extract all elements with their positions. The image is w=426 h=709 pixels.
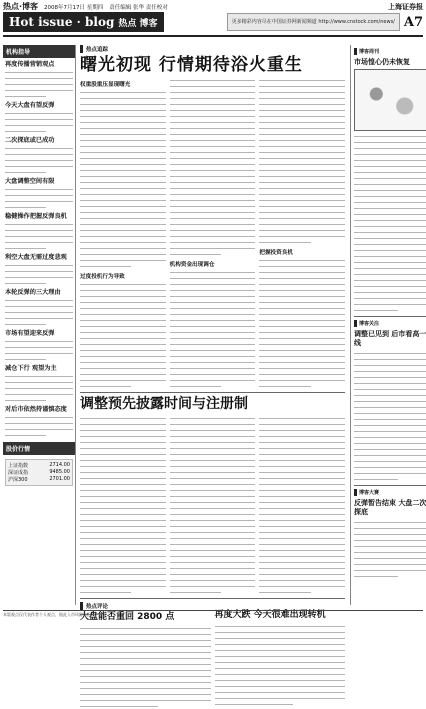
main-kicker: 热点追踪 [80, 45, 345, 53]
brief-title[interactable]: 稳健操作把握反弹良机 [5, 213, 67, 220]
page-number: A7 [403, 14, 423, 30]
page-header [3, 2, 423, 48]
text-line [354, 573, 398, 579]
cartoon-image [354, 69, 426, 131]
body-text [5, 262, 73, 286]
brief-item [5, 330, 73, 362]
brief-item [5, 178, 73, 210]
body-text [170, 269, 256, 389]
text-line [5, 280, 46, 286]
text-line [170, 383, 221, 389]
divider [80, 392, 345, 393]
body-text [80, 281, 166, 389]
text-line [5, 128, 46, 134]
stock-row [8, 469, 70, 476]
a2-col-2 [170, 415, 256, 595]
stock-row [8, 462, 70, 469]
text-line [80, 589, 131, 595]
text-line [80, 383, 131, 389]
right-column [350, 45, 426, 605]
right-title-3[interactable]: 反弹暂告结束 大盘二次探底 [354, 499, 426, 516]
brief-item [5, 406, 73, 438]
left-section-bar: 机构指导 [3, 45, 75, 58]
stock-bar: 股价行情 [3, 442, 75, 455]
article-4 [215, 602, 346, 709]
right-tag-3: 博客大赛 [354, 489, 426, 496]
body-text [5, 338, 73, 362]
subhead-4: 把握投资良机 [259, 250, 293, 256]
text-line [259, 383, 310, 389]
stock-table [5, 459, 73, 486]
subhead-3: 机构资金出现调仓 [169, 262, 215, 268]
brief-item [5, 365, 73, 403]
text-line [170, 251, 221, 257]
subhead-1: 权重股重压显现曙光 [80, 82, 131, 88]
body-text [170, 415, 256, 595]
body-text [5, 373, 73, 403]
body-text [354, 519, 426, 579]
site-ad[interactable]: 更多精彩内容尽在中国证券网新闻频道 http://www.cnstock.com/news/ [227, 13, 400, 31]
stock-value: 2701.00 [49, 476, 70, 482]
logo-en: Hot issue · blog [9, 15, 115, 29]
body-text [354, 133, 426, 313]
body-col-1 [80, 77, 166, 389]
body-text [5, 414, 73, 438]
main-body [80, 77, 345, 389]
body-text [170, 77, 256, 257]
text-line [259, 589, 310, 595]
brief-title[interactable]: 利空大盘无需过度悲观 [5, 254, 67, 261]
brief-item [5, 289, 73, 327]
text-line [354, 307, 398, 313]
body-col-2 [170, 77, 256, 389]
section-logo [3, 12, 164, 32]
body-col-3 [259, 77, 345, 389]
brief-title[interactable]: 今天大盘有望反弹 [5, 102, 55, 109]
divider [354, 485, 426, 486]
text-line [5, 356, 46, 362]
brief-item [5, 102, 73, 134]
brief-item [5, 61, 73, 99]
brief-title[interactable]: 二次探底或已成功 [5, 137, 55, 144]
brief-item [5, 213, 73, 251]
brief-title[interactable]: 本轮反弹的三大理由 [5, 289, 61, 296]
page-footer: 本版观点仅代表作者个人观点，据此入市风险自担。 [3, 610, 423, 618]
article-4-headline[interactable]: 再度大跌 今天很难出现转机 [214, 610, 326, 620]
bottom-articles [80, 602, 345, 709]
date-line: 2008年7月17日 星期四 [44, 4, 104, 11]
right-title-2[interactable]: 调整已见到 后市看高一线 [354, 330, 426, 347]
body-text [5, 186, 73, 210]
body-text [215, 623, 346, 707]
paper-name: 上海证券报 [388, 1, 423, 11]
main-headline[interactable]: 曙光初现 行情期待浴火重生 [80, 55, 303, 75]
brief-title[interactable]: 大盘调整空间有限 [5, 178, 55, 185]
a2-col-3 [259, 415, 345, 595]
right-tag-2: 博客关注 [354, 320, 426, 327]
stock-name: 上证指数 [8, 463, 29, 469]
body-text [259, 415, 345, 595]
body-text [80, 415, 166, 595]
brief-item [5, 254, 73, 286]
right-title-1[interactable]: 市场惶心仍未恢复 [354, 58, 410, 66]
body-text [354, 350, 426, 482]
article-3 [80, 602, 211, 709]
text-line [5, 93, 46, 99]
text-line [5, 432, 46, 438]
body-text [80, 625, 211, 709]
left-column [3, 45, 76, 605]
brief-item [5, 137, 73, 175]
body-text [5, 69, 73, 99]
body-text [5, 145, 73, 175]
text-line [5, 321, 46, 327]
stock-row [8, 476, 70, 483]
article-2-body [80, 415, 345, 595]
article-3-headline[interactable]: 大盘能否重回 2800 点 [80, 612, 175, 622]
text-line [5, 169, 46, 175]
text-line [5, 204, 46, 210]
brief-title[interactable]: 对后市依然持谨慎态度 [5, 406, 67, 413]
text-line [259, 239, 310, 245]
text-line [354, 476, 398, 482]
text-line [5, 397, 46, 403]
body-text [5, 110, 73, 134]
divider [80, 598, 345, 599]
right-tag-1: 博客周刊 [354, 48, 426, 55]
body-text [80, 89, 166, 269]
editors: 责任编辑 张华 责任校对 [109, 4, 168, 11]
stock-value: 2714.00 [49, 462, 70, 468]
body-text [259, 257, 345, 389]
subhead-2: 过度投机行为导致 [80, 274, 125, 280]
text-line [215, 701, 293, 707]
logo-cn: 热点 博客 [118, 19, 158, 29]
headline-2[interactable]: 调整预先披露时间与注册制 [80, 396, 248, 412]
stock-name: 深证成指 [8, 470, 29, 476]
stock-value: 9485.00 [49, 469, 70, 475]
brief-title[interactable]: 市场有望迎来反弹 [5, 330, 55, 337]
brief-title[interactable]: 减仓下行 观望为主 [5, 365, 57, 372]
brief-title[interactable]: 再度传播营销观点 [5, 61, 55, 68]
body-text [5, 297, 73, 327]
text-line [80, 263, 131, 269]
text-line [5, 245, 46, 251]
text-line [170, 589, 221, 595]
divider [354, 316, 426, 317]
header-rule [3, 35, 423, 37]
body-text [5, 221, 73, 251]
stock-name: 沪深300 [8, 477, 28, 483]
body-text [259, 77, 345, 245]
section-title: 热点·博客 [3, 2, 39, 11]
article-3-kicker: 热点评论 [80, 602, 211, 610]
a2-col-1 [80, 415, 166, 595]
text-line [80, 703, 158, 709]
